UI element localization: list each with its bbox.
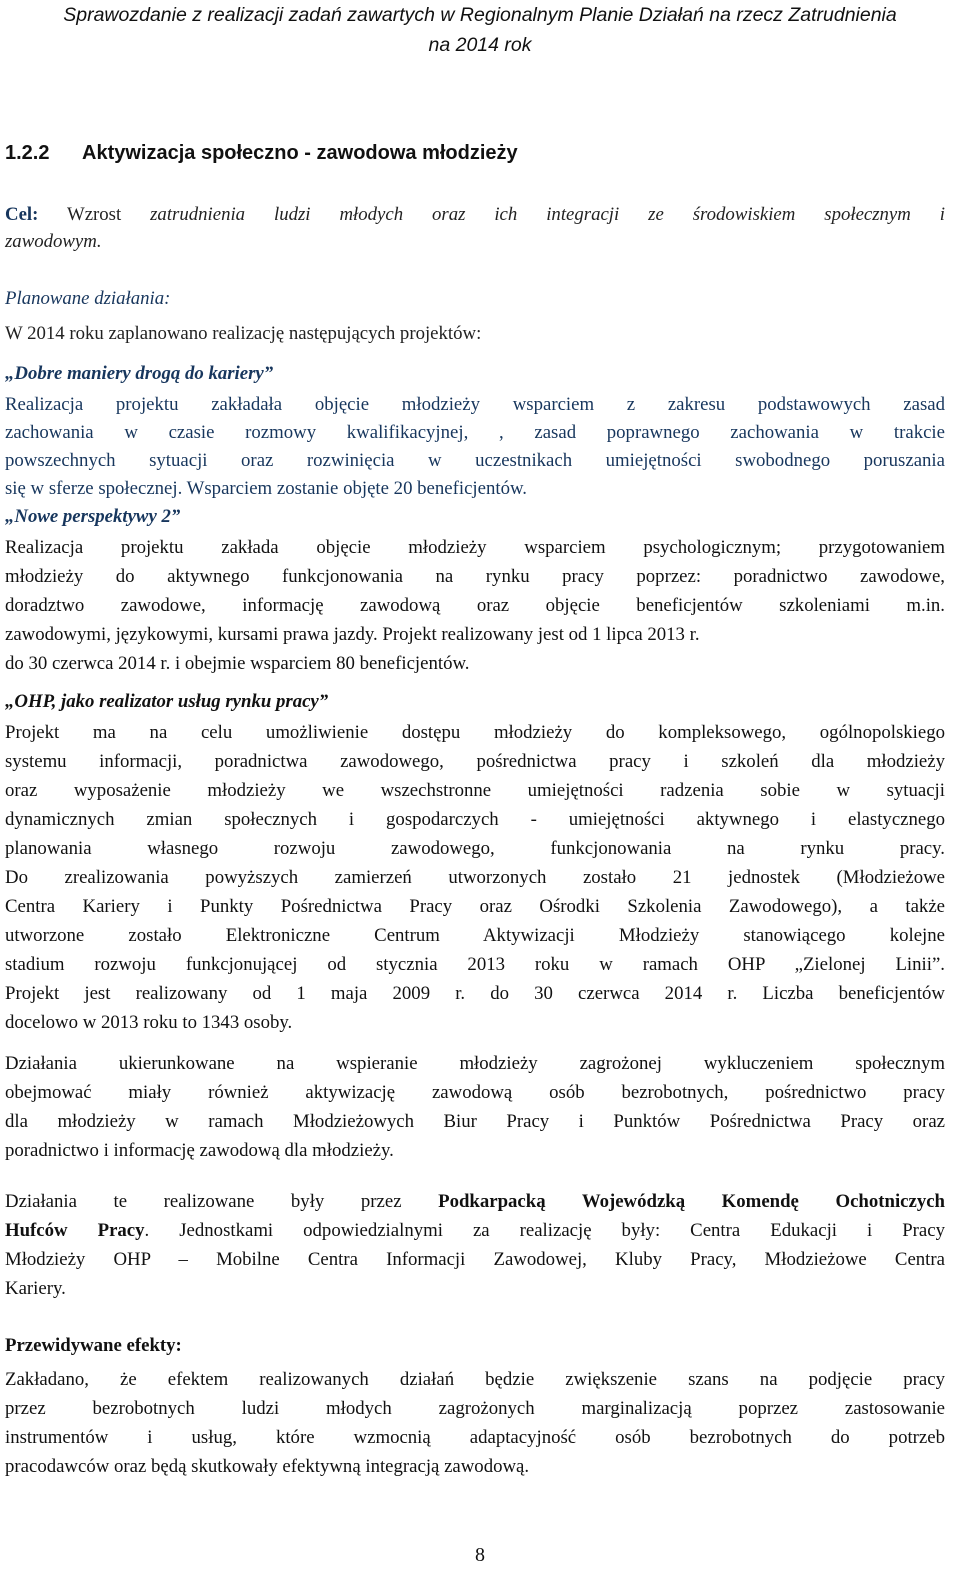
actions-line: poradnictwo i informację zawodową dla młodzieży.	[5, 1140, 394, 1161]
project3-line: utworzone zostało Elektroniczne Centrum Aktywizacji Młodzieży stanowiącego kolejne	[5, 925, 945, 946]
project3-line: Projekt jest realizowany od 1 maja 2009 r. do 30 czerwca 2014 r. Liczba beneficjentów	[5, 983, 945, 1004]
section-number: 1.2.2	[5, 142, 50, 164]
project3-line: Centra Kariery i Punkty Pośrednictwa Pracy oraz Ośrodki Szkolenia Zawodowego), a także	[5, 896, 945, 917]
executors-line3: Młodzieży OHP – Mobilne Centra Informacji Zawodowej, Kluby Pracy, Młodzieżowe Centra	[5, 1249, 945, 1270]
executor-name-cont: Hufców Pracy	[5, 1220, 145, 1241]
project1-line: powszechnych sytuacji oraz rozwinięcia w uczestnikach umiejętności swobodnego poruszania	[5, 450, 945, 471]
project3-line: oraz wyposażenie młodzieży we wszechstronne umiejętności radzenia sobie w sytuacji	[5, 780, 945, 801]
actions-line: obejmować miały również aktywizację zawodową osób bezrobotnych, pośrednictwo pracy	[5, 1082, 945, 1103]
goal-lead: Wzrost	[38, 204, 151, 225]
planned-heading: Planowane działania:	[5, 288, 171, 309]
effects-line: przez bezrobotnych ludzi młodych zagrożonych marginalizacją poprzez zastosowanie	[5, 1398, 945, 1419]
project3-title: „OHP, jako realizator usług rynku pracy”	[5, 691, 329, 712]
project2-line: młodzieży do aktywnego funkcjonowania na rynku pracy poprzez: poradnictwo zawodowe,	[5, 566, 945, 587]
running-header-line1: Sprawozdanie z realizacji zadań zawartych w Regionalnym Planie Działań na rzecz Zatrudnienia	[63, 4, 897, 26]
project2-line: doradztwo zawodowe, informację zawodową oraz objęcie beneficjentów szkoleniami m.in.	[5, 595, 945, 616]
project2-title: „Nowe perspektywy 2”	[5, 506, 181, 527]
project3-line: systemu informacji, poradnictwa zawodowego, pośrednictwa pracy i szkoleń dla młodzieży	[5, 751, 945, 772]
executors-units: . Jednostkami odpowiedzialnymi za realizację były: Centra Edukacji i Pracy	[144, 1220, 945, 1241]
effects-line: Zakładano, że efektem realizowanych działań będzie zwiększenie szans na podjęcie pracy	[5, 1369, 945, 1390]
goal-continuation: zawodowym.	[5, 231, 102, 252]
actions-line: Działania ukierunkowane na wspieranie młodzieży zagrożonej wykluczeniem społecznym	[5, 1053, 945, 1074]
project1-line: Realizacja projektu zakładała objęcie młodzieży wsparciem z zakresu podstawowych zasad	[5, 394, 945, 415]
project3-line: Projekt ma na celu umożliwienie dostępu młodzieży do kompleksowego, ogólnopolskiego	[5, 722, 945, 743]
page-number: 8	[475, 1544, 485, 1566]
project3-line: Do zrealizowania powyższych zamierzeń utworzonych zostało 21 jednostek (Młodzieżowe	[5, 867, 945, 888]
project3-line: dynamicznych zmian społecznych i gospodarczych - umiejętności aktywnego i elastycznego	[5, 809, 945, 830]
project3-line: docelowo w 2013 roku to 1343 osoby.	[5, 1012, 293, 1033]
goal-label: Cel:	[5, 204, 39, 225]
section-title: Aktywizacja społeczno - zawodowa młodzieży	[82, 142, 518, 164]
project3-line: stadium rozwoju funkcjonującej od stycznia 2013 roku w ramach OHP „Zielonej Linii”.	[5, 954, 945, 975]
effects-line: instrumentów i usług, które wzmocnią adaptacyjność osób bezrobotnych do potrzeb	[5, 1427, 945, 1448]
executors-line2	[5, 1219, 945, 1243]
effects-heading: Przewidywane efekty:	[5, 1335, 182, 1356]
project2-line: Realizacja projektu zakłada objęcie młodzieży wsparciem psychologicznym; przygotowaniem	[5, 537, 945, 558]
executor-name: Podkarpacką Wojewódzką Komendę Ochotniczych	[438, 1191, 946, 1212]
goal-line	[5, 203, 945, 227]
executors-intro: Działania te realizowane były przez	[5, 1191, 439, 1212]
goal-text: zatrudnienia ludzi młodych oraz ich integracji ze środowiskiem społecznym i	[150, 204, 945, 225]
executors-line4: Kariery.	[5, 1278, 66, 1299]
running-header-line2: na 2014 rok	[428, 34, 532, 56]
project1-line: się w sferze społecznej. Wsparciem zostanie objęte 20 beneficjentów.	[5, 478, 528, 499]
project1-title: „Dobre maniery drogą do kariery”	[5, 363, 274, 384]
project1-line: zachowania w czasie rozmowy kwalifikacyjnej, , zasad poprawnego zachowania w trakcie	[5, 422, 945, 443]
actions-line: dla młodzieży w ramach Młodzieżowych Biur Pracy i Punktów Pośrednictwa Pracy oraz	[5, 1111, 945, 1132]
project2-line: zawodowymi, językowymi, kursami prawa jazdy. Projekt realizowany jest od 1 lipca 2013 r.	[5, 624, 700, 645]
effects-line: pracodawców oraz będą skutkowały efektywną integracją zawodową.	[5, 1456, 530, 1477]
planned-intro: W 2014 roku zaplanowano realizację następujących projektów:	[5, 323, 482, 344]
project3-line: planowania własnego rozwoju zawodowego, funkcjonowania na rynku pracy.	[5, 838, 945, 859]
executors-line1	[5, 1190, 945, 1214]
project2-line: do 30 czerwca 2014 r. i obejmie wsparciem 80 beneficjentów.	[5, 653, 470, 674]
